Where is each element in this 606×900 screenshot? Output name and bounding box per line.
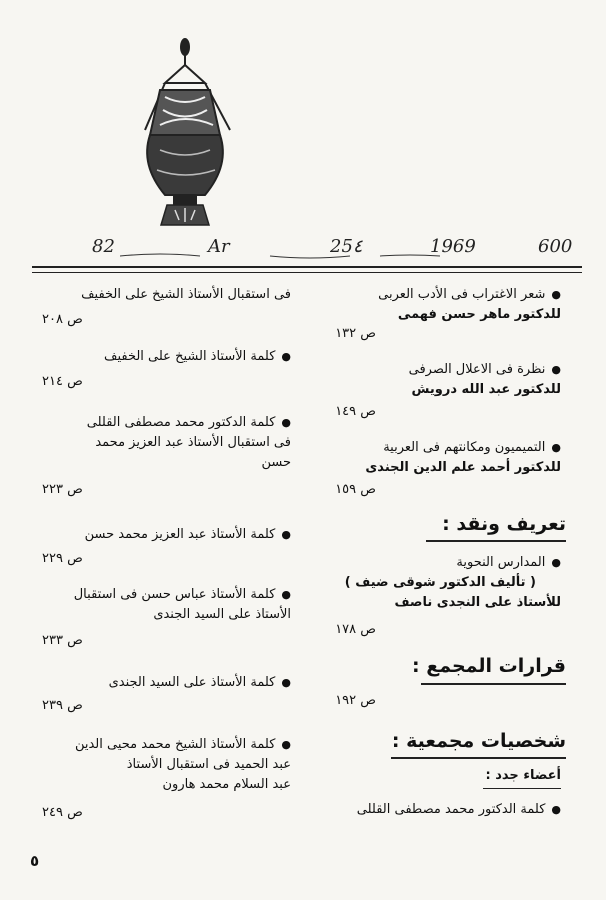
section-heading-persons: شخصيات مجمعية : bbox=[391, 730, 566, 752]
bullet-icon: ● bbox=[281, 738, 291, 751]
entry-author: للدكتور ماهر حسن فهمى bbox=[397, 307, 561, 322]
toc-entry bbox=[46, 585, 291, 625]
entry-title: شعر الاغتراب فى الأدب العربى bbox=[378, 287, 546, 302]
handwritten-mark: 82 bbox=[92, 236, 115, 257]
entry-page: ص ١٣٢ bbox=[335, 326, 376, 341]
entry-author: للدكتور أحمد علم الدين الجندى bbox=[365, 460, 561, 475]
entry-page: ص ١٥٩ bbox=[335, 482, 376, 497]
toc-entry bbox=[331, 285, 561, 325]
handwritten-mark: 600 bbox=[538, 236, 573, 257]
entry-page: ص ٢٢٩ bbox=[42, 551, 83, 566]
review-title: المدارس النحوية bbox=[456, 555, 546, 570]
heading-underline bbox=[391, 757, 566, 759]
handwritten-stroke bbox=[120, 252, 440, 260]
entry-title: كلمة الأستاذ على السيد الجندى bbox=[108, 675, 276, 690]
section-heading-review: تعريف ونقد : bbox=[442, 513, 566, 535]
entry-title: كلمة الأستاذ الشيخ محمد محيى الدين bbox=[74, 737, 276, 752]
toc-entry bbox=[46, 413, 291, 473]
bullet-icon: ● bbox=[281, 528, 291, 541]
entry-page: ص ٢٣٩ bbox=[42, 698, 83, 713]
entry-page: ص ١٤٩ bbox=[335, 404, 376, 419]
section-heading-decisions: قرارات المجمع : bbox=[412, 655, 566, 677]
bullet-icon: ● bbox=[281, 416, 291, 429]
subheading-new-members: أعضاء جدد : bbox=[485, 768, 561, 783]
toc-entry bbox=[46, 347, 291, 367]
header-rule bbox=[32, 266, 582, 268]
bullet-icon: ● bbox=[551, 441, 561, 454]
entry-page: ص ٢٠٨ bbox=[42, 312, 83, 327]
entry-title: كلمة الأستاذ الشيخ على الخفيف bbox=[103, 349, 276, 364]
entry-page: ص ٢١٤ bbox=[42, 374, 83, 389]
toc-entry bbox=[46, 285, 291, 305]
handwritten-mark: 25٤ bbox=[330, 236, 363, 257]
entry-author: للدكتور عبد الله درويش bbox=[411, 382, 561, 397]
handwritten-mark: Ar bbox=[208, 236, 230, 257]
toc-entry bbox=[331, 438, 561, 478]
toc-entry bbox=[46, 735, 291, 795]
entry-title: كلمة الدكتور محمد مصطفى القللى bbox=[86, 415, 276, 430]
entry-title: كلمة الأستاذ عبد العزيز محمد حسن bbox=[84, 527, 276, 542]
header-rule-thin bbox=[32, 272, 582, 273]
heading-underline bbox=[421, 683, 566, 685]
bullet-icon: ● bbox=[551, 288, 561, 301]
subheading-underline bbox=[483, 788, 561, 789]
review-entry bbox=[331, 553, 561, 613]
entry-title: كلمة الدكتور محمد مصطفى القللى bbox=[356, 802, 546, 817]
lamp-illustration bbox=[135, 35, 265, 245]
entry-page: ص ١٧٨ bbox=[335, 622, 376, 637]
entry-title-cont: حسن bbox=[261, 455, 291, 470]
entry-page: ص ٢٢٣ bbox=[42, 482, 83, 497]
toc-entry bbox=[331, 800, 561, 820]
bullet-icon: ● bbox=[281, 676, 291, 689]
entry-title: التميميون ومكانتهم فى العربية bbox=[383, 440, 546, 455]
toc-entry bbox=[46, 673, 291, 693]
review-note: ( تأليف الدكتور شوقى ضيف ) bbox=[344, 575, 536, 590]
entry-title-cont: فى استقبال الأستاذ عبد العزيز محمد bbox=[95, 435, 291, 450]
bullet-icon: ● bbox=[551, 803, 561, 816]
toc-entry bbox=[331, 360, 561, 400]
bullet-icon: ● bbox=[281, 350, 291, 363]
page-number: ٥ bbox=[30, 852, 40, 870]
entry-title-cont: عبد السلام محمد هارون bbox=[162, 777, 291, 792]
review-author: للأستاذ على النجدى ناصف bbox=[394, 595, 561, 610]
bullet-icon: ● bbox=[551, 556, 561, 569]
handwritten-mark: 1969 bbox=[430, 236, 476, 257]
entry-page: ص ٢٣٣ bbox=[42, 633, 83, 648]
toc-entry bbox=[46, 525, 291, 545]
entry-page: ص ٢٤٩ bbox=[42, 805, 83, 820]
entry-title: كلمة الأستاذ عباس حسن فى استقبال bbox=[73, 587, 276, 602]
bullet-icon: ● bbox=[281, 588, 291, 601]
entry-title-cont: عبد الحميد فى استقبال الأستاذ bbox=[126, 757, 291, 772]
entry-title-cont: الأستاذ على السيد الجندى bbox=[153, 607, 291, 622]
heading-underline bbox=[426, 540, 566, 542]
bullet-icon: ● bbox=[551, 363, 561, 376]
entry-title: فى استقبال الأستاذ الشيخ على الخفيف bbox=[81, 287, 291, 302]
entry-title: نظرة فى الاعلال الصرفى bbox=[408, 362, 546, 377]
entry-page: ص ١٩٢ bbox=[335, 693, 376, 708]
